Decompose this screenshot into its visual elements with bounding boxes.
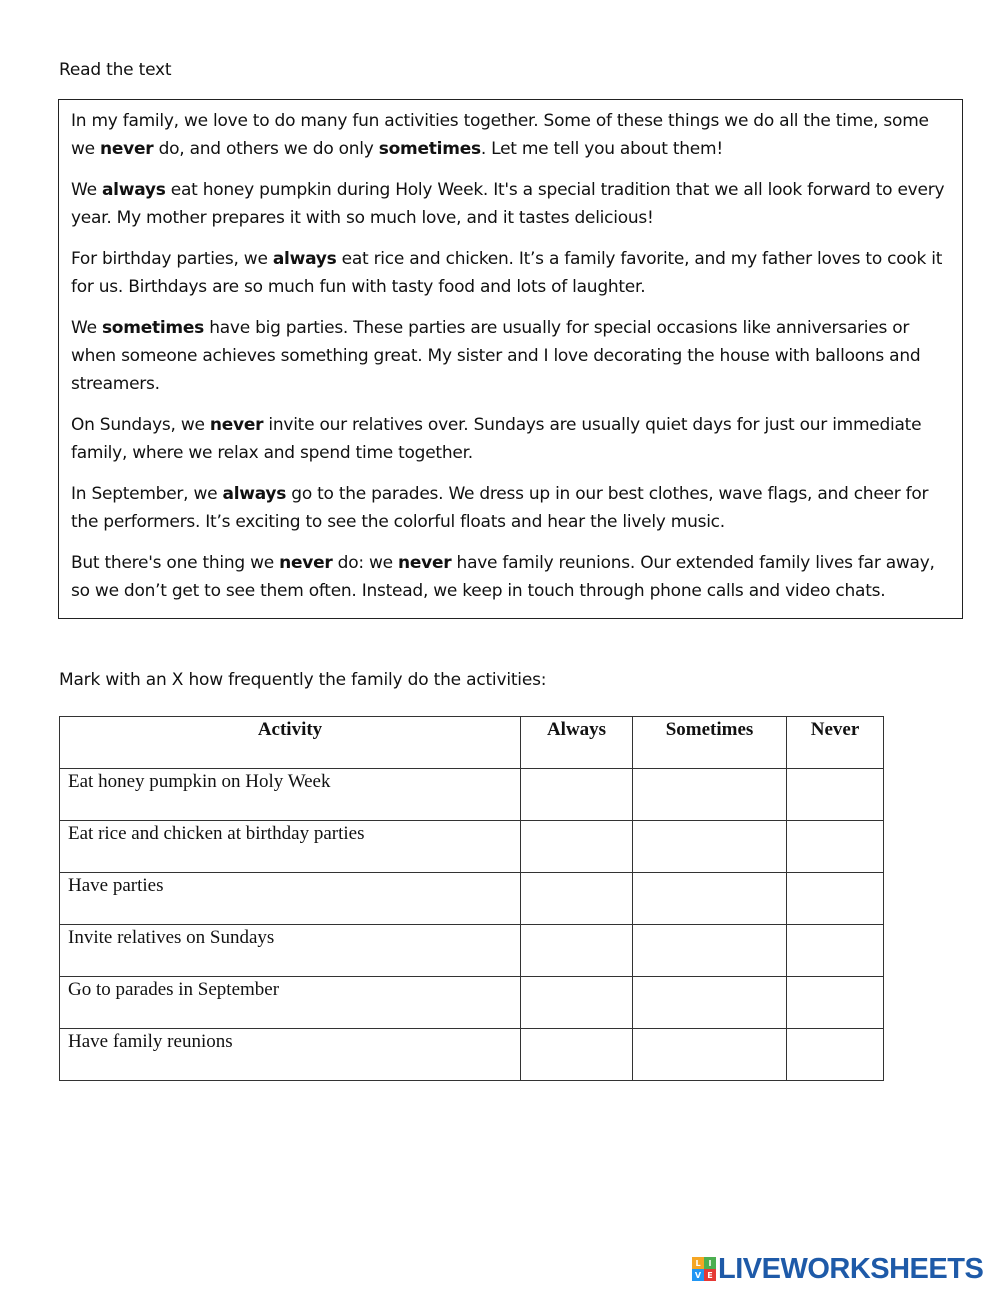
activity-cell: Go to parades in September — [60, 977, 521, 1029]
mark-cell-never[interactable] — [787, 1029, 884, 1081]
reading-paragraph — [71, 480, 950, 536]
table-row — [60, 977, 884, 1029]
mark-cell-sometimes[interactable] — [633, 977, 787, 1029]
frequency-word: sometimes — [101, 318, 205, 338]
text-segment: do: we — [332, 553, 398, 573]
activity-cell: Eat honey pumpkin on Holy Week — [60, 769, 521, 821]
table-row — [60, 1029, 884, 1081]
logo-mark-icon — [692, 1257, 716, 1281]
frequency-word: never — [209, 415, 264, 435]
mark-cell-sometimes[interactable] — [633, 925, 787, 977]
read-instruction: Read the text — [59, 60, 172, 80]
text-segment: have big parties. These parties are usually for special occasions like anniversaries or when someone achieves something great. My sister and I love decorating the house with balloons and streamers. — [71, 318, 921, 394]
logo-text: LIVEWORKSHEETS — [718, 1252, 984, 1285]
table-row — [60, 769, 884, 821]
header-activity: Activity — [60, 717, 521, 769]
reading-paragraph — [71, 176, 950, 232]
text-segment: For birthday parties, we — [71, 249, 273, 269]
mark-cell-never[interactable] — [787, 821, 884, 873]
liveworksheets-logo — [692, 1254, 983, 1284]
activity-cell: Invite relatives on Sundays — [60, 925, 521, 977]
table-row — [60, 821, 884, 873]
table-row — [60, 925, 884, 977]
text-segment: In my family, we love to do many fun activities together. Some of these things we do all the time, some we — [71, 111, 929, 159]
reading-paragraph — [71, 245, 950, 301]
logo-mark-letter: I — [704, 1257, 716, 1269]
frequency-word: sometimes — [378, 139, 481, 159]
mark-cell-always[interactable] — [521, 977, 633, 1029]
reading-paragraph — [71, 549, 950, 605]
mark-cell-sometimes[interactable] — [633, 821, 787, 873]
text-segment: go to the parades. We dress up in our best clothes, wave flags, and cheer for the performers. It’s exciting to see the colorful floats and hear the lively music. — [71, 484, 929, 532]
mark-cell-always[interactable] — [521, 1029, 633, 1081]
text-segment: eat honey pumpkin during Holy Week. It's a special tradition that we all look forward to every year. My mother prepares it with so much love, and it tastes delicious! — [71, 180, 945, 228]
text-segment: We — [71, 180, 102, 200]
mark-cell-never[interactable] — [787, 769, 884, 821]
mark-cell-always[interactable] — [521, 821, 633, 873]
frequency-word: always — [272, 249, 337, 269]
mark-cell-sometimes[interactable] — [633, 1029, 787, 1081]
mark-cell-always[interactable] — [521, 925, 633, 977]
reading-paragraph — [71, 314, 950, 398]
frequency-word: never — [398, 553, 452, 573]
text-segment: invite our relatives over. Sundays are usually quiet days for just our immediate family, where we relax and spend time together. — [71, 415, 922, 463]
activity-cell: Have family reunions — [60, 1029, 521, 1081]
activity-cell: Have parties — [60, 873, 521, 925]
reading-paragraph — [71, 107, 950, 163]
text-segment: But there's one thing we — [71, 553, 280, 573]
frequency-word: always — [222, 484, 287, 504]
frequency-word: never — [100, 139, 154, 159]
mark-cell-never[interactable] — [787, 873, 884, 925]
reading-text-box — [58, 99, 963, 619]
mark-cell-sometimes[interactable] — [633, 769, 787, 821]
mark-cell-never[interactable] — [787, 977, 884, 1029]
reading-paragraph — [71, 411, 950, 467]
header-always: Always — [521, 717, 633, 769]
frequency-table — [59, 716, 884, 1081]
text-segment: We — [71, 318, 102, 338]
mark-cell-sometimes[interactable] — [633, 873, 787, 925]
text-segment: eat rice and chicken. It’s a family favorite, and my father loves to cook it for us. Birthdays are so much fun with tasty food and lots of laughter. — [71, 249, 943, 297]
frequency-word: always — [101, 180, 166, 200]
header-never: Never — [787, 717, 884, 769]
text-segment: . Let me tell you about them! — [480, 139, 723, 159]
mark-cell-never[interactable] — [787, 925, 884, 977]
logo-mark-letter: E — [704, 1269, 716, 1281]
mark-cell-always[interactable] — [521, 769, 633, 821]
activity-cell: Eat rice and chicken at birthday parties — [60, 821, 521, 873]
frequency-word: never — [279, 553, 333, 573]
mark-cell-always[interactable] — [521, 873, 633, 925]
mark-instruction: Mark with an X how frequently the family do the activities: — [59, 670, 547, 690]
text-segment: In September, we — [71, 484, 223, 504]
text-segment: have family reunions. Our extended family lives far away, so we don’t get to see them often. Instead, we keep in touch through phone calls and video chats. — [71, 553, 935, 601]
header-sometimes: Sometimes — [633, 717, 787, 769]
logo-mark-letter: V — [692, 1269, 704, 1281]
logo-mark-letter: L — [692, 1257, 704, 1269]
text-segment: do, and others we do only — [153, 139, 379, 159]
table-header-row — [60, 717, 884, 769]
table-row — [60, 873, 884, 925]
text-segment: On Sundays, we — [71, 415, 210, 435]
